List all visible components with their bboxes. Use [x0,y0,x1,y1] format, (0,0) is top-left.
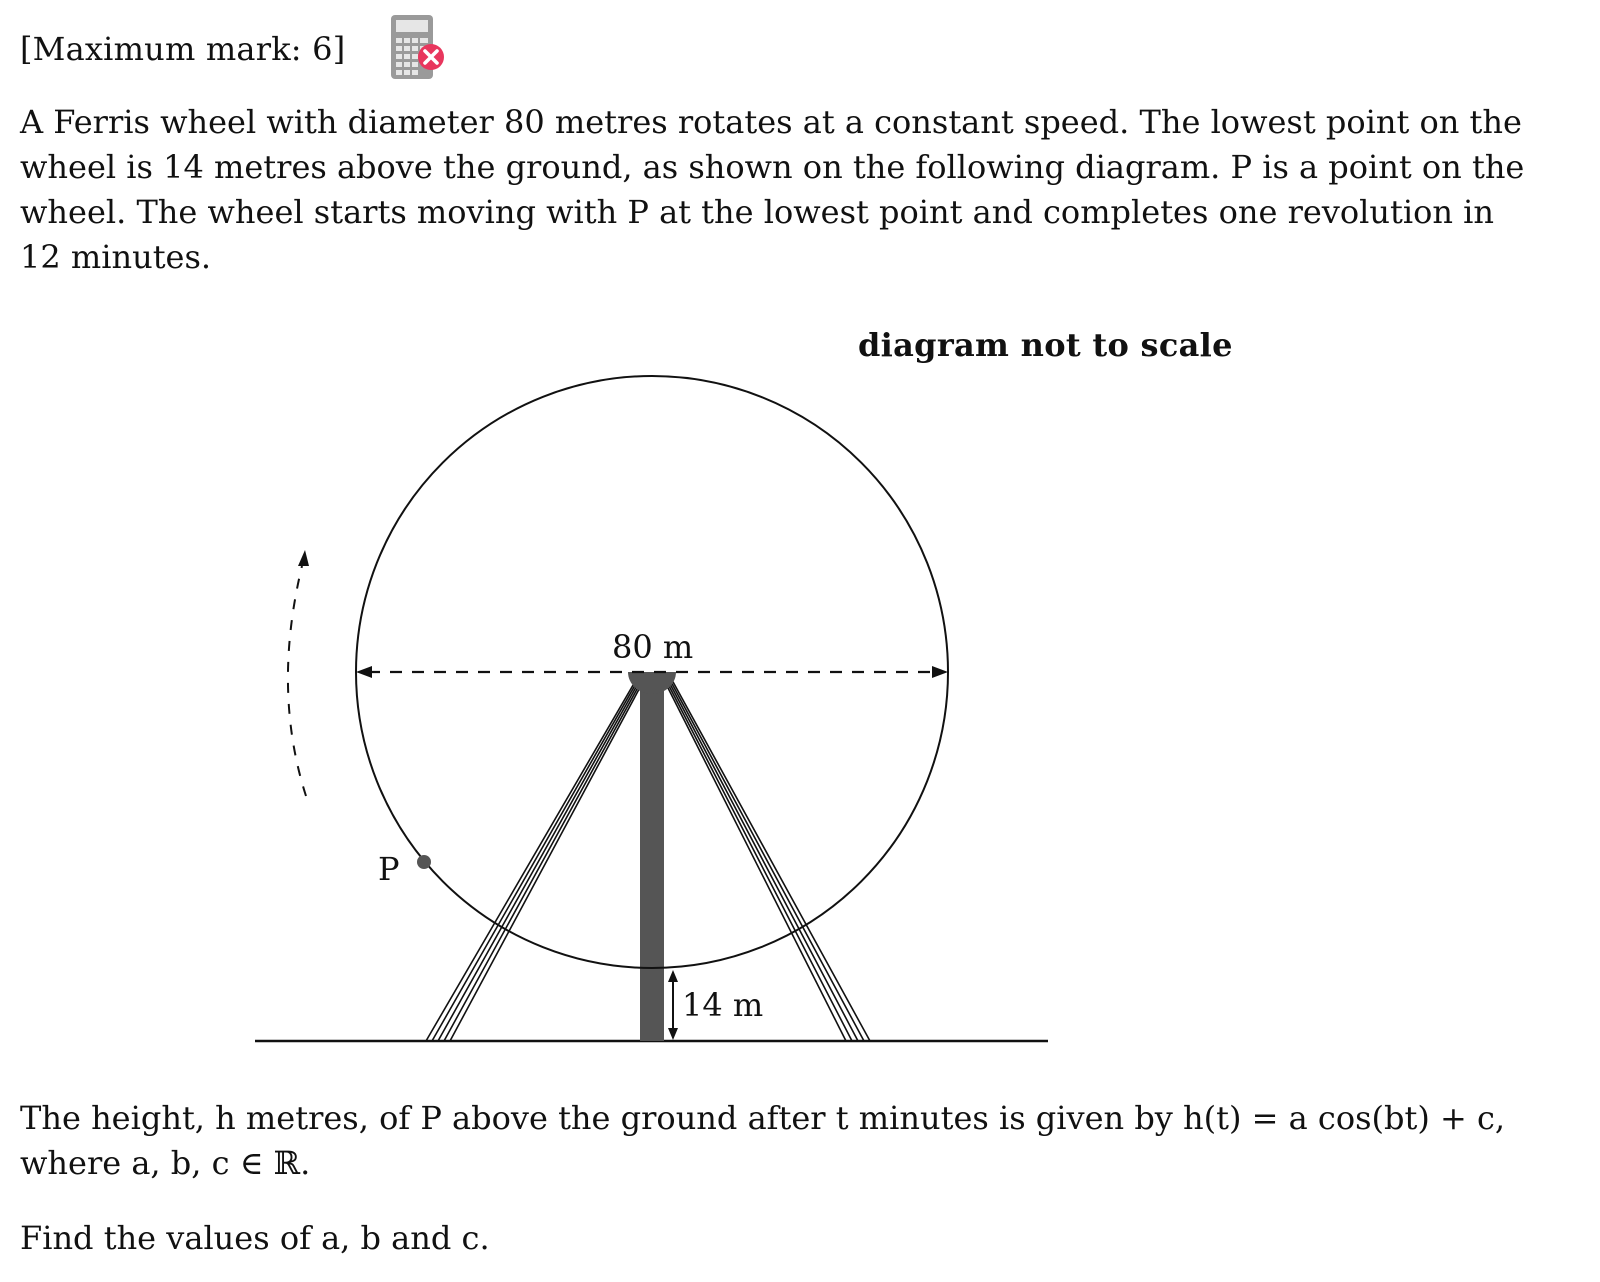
intro-line: A Ferris wheel with diameter 80 metres rotates at a constant speed. The lowest point on the [20,103,1522,141]
height-label: 14 m [682,986,764,1024]
rotation-arrow [288,566,306,796]
point-p [417,855,431,869]
calculator-not-allowed-icon [389,14,449,84]
intro-line: wheel is 14 metres above the ground, as shown on the following diagram. P is a point on the [20,148,1525,186]
intro-line: 12 minutes. [20,238,212,276]
diagram-note: diagram not to scale [858,326,1233,364]
ferris-wheel-diagram [0,320,1600,1060]
question-task: Find the values of a, b and c. [20,1219,490,1257]
point-p-label: P [378,850,400,888]
diameter-arrow-right [932,666,948,678]
question-header [20,14,449,84]
height-arrow-top [668,970,678,982]
height-line: where a, b, c ∈ ℝ. [20,1144,311,1182]
height-function-text [20,1096,1506,1186]
diameter-label: 80 m [612,628,694,666]
intro-line: wheel. The wheel starts moving with P at the lowest point and completes one revolution in [20,193,1494,231]
rotation-arrowhead [298,550,309,566]
diameter-arrow-left [356,666,372,678]
question-intro [20,100,1525,280]
height-arrow-bottom [668,1028,678,1040]
central-tower [640,680,664,1041]
height-line: The height, h metres, of P above the ground after t minutes is given by h(t) = a cos(bt) + c, [20,1099,1506,1137]
left-support-leg [426,680,644,1041]
maximum-mark: [Maximum mark: 6] [20,30,346,68]
